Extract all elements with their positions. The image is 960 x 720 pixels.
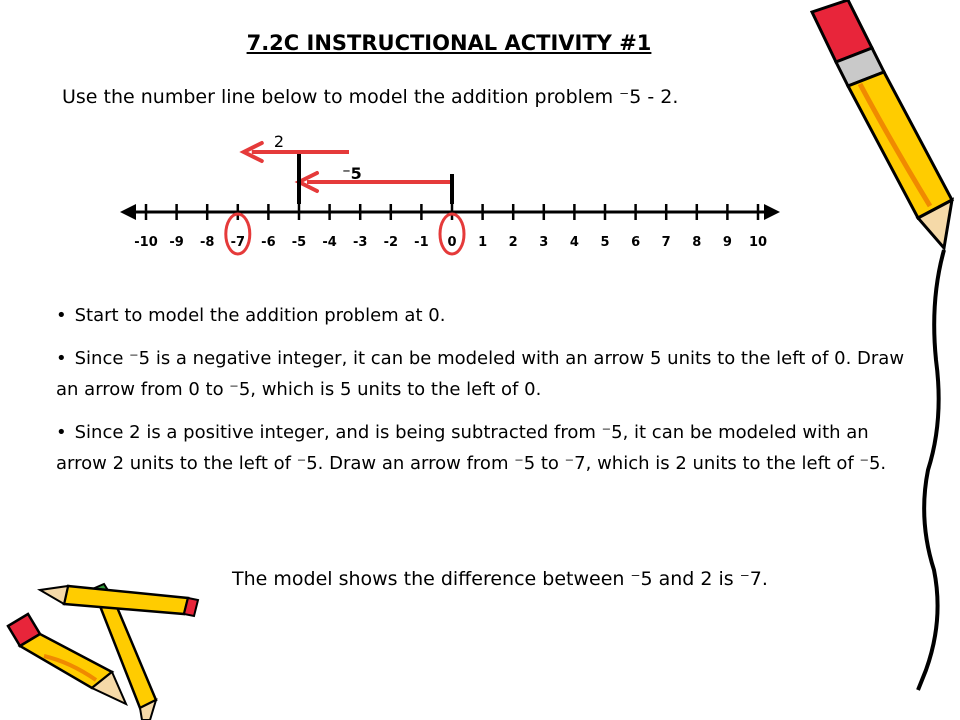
tick-label: 2 xyxy=(508,235,518,250)
intro-text: Use the number line below to model the addition problem ⁻5 - 2. xyxy=(62,86,679,108)
tick-label: 9 xyxy=(722,235,732,250)
tick-label: 5 xyxy=(600,235,610,250)
tick-label: -6 xyxy=(261,235,276,250)
tick-label: -8 xyxy=(199,235,215,250)
bullet-item xyxy=(56,417,906,479)
bullet-dot-icon: • xyxy=(56,422,67,443)
axis-arrowhead-right-icon xyxy=(764,204,780,220)
tick-label: -9 xyxy=(169,235,184,250)
tick-label: 0 xyxy=(447,235,457,250)
tick-label: 4 xyxy=(569,235,579,250)
pencil-icon xyxy=(8,614,126,704)
number-line xyxy=(0,0,960,270)
bullet-dot-icon: • xyxy=(56,348,67,369)
tick-label: 10 xyxy=(748,235,768,250)
tick-label: 7 xyxy=(661,235,671,250)
pencil-icon xyxy=(40,586,198,616)
bullet-item xyxy=(56,300,906,331)
bullet-text: Since ⁻5 is a negative integer, it can be modeled with an arrow 5 units to the left of 0. Draw an arrow from 0 to ⁻5, which is 5 units to the left of 0. xyxy=(56,348,905,400)
conclusion-text: The model shows the difference between ⁻5 and 2 is ⁻7. xyxy=(232,568,768,590)
tick-label: 1 xyxy=(478,235,488,250)
arrow-label: 2 xyxy=(273,132,285,151)
tick-label: -1 xyxy=(414,235,429,250)
bullet-list xyxy=(56,300,906,491)
arrow-label: ⁻5 xyxy=(342,164,362,183)
tick-label: 6 xyxy=(631,235,641,250)
tick-label: 8 xyxy=(692,235,702,250)
bullet-text: Start to model the addition problem at 0. xyxy=(74,305,446,326)
page-title: 7.2C INSTRUCTIONAL ACTIVITY #1 xyxy=(246,31,652,55)
bullet-text: Since 2 is a positive integer, and is being subtracted from ⁻5, it can be modeled with an arrow 2 units to the left of ⁻5. Draw an arrow from ⁻5 to ⁻7, which is 2 units to the left of ⁻5. xyxy=(56,422,887,474)
tick-label: -2 xyxy=(383,235,399,250)
tick-label: -10 xyxy=(134,235,158,250)
pencil-icon xyxy=(90,584,156,720)
tick-label: 3 xyxy=(539,235,549,250)
tick-label: -3 xyxy=(352,235,368,250)
tick-label: -4 xyxy=(322,235,337,250)
bullet-dot-icon: • xyxy=(56,305,67,326)
tick-label: -5 xyxy=(291,235,307,250)
tick-label: -7 xyxy=(230,235,246,250)
bullet-item xyxy=(56,343,906,405)
axis-arrowhead-left-icon xyxy=(120,204,136,220)
